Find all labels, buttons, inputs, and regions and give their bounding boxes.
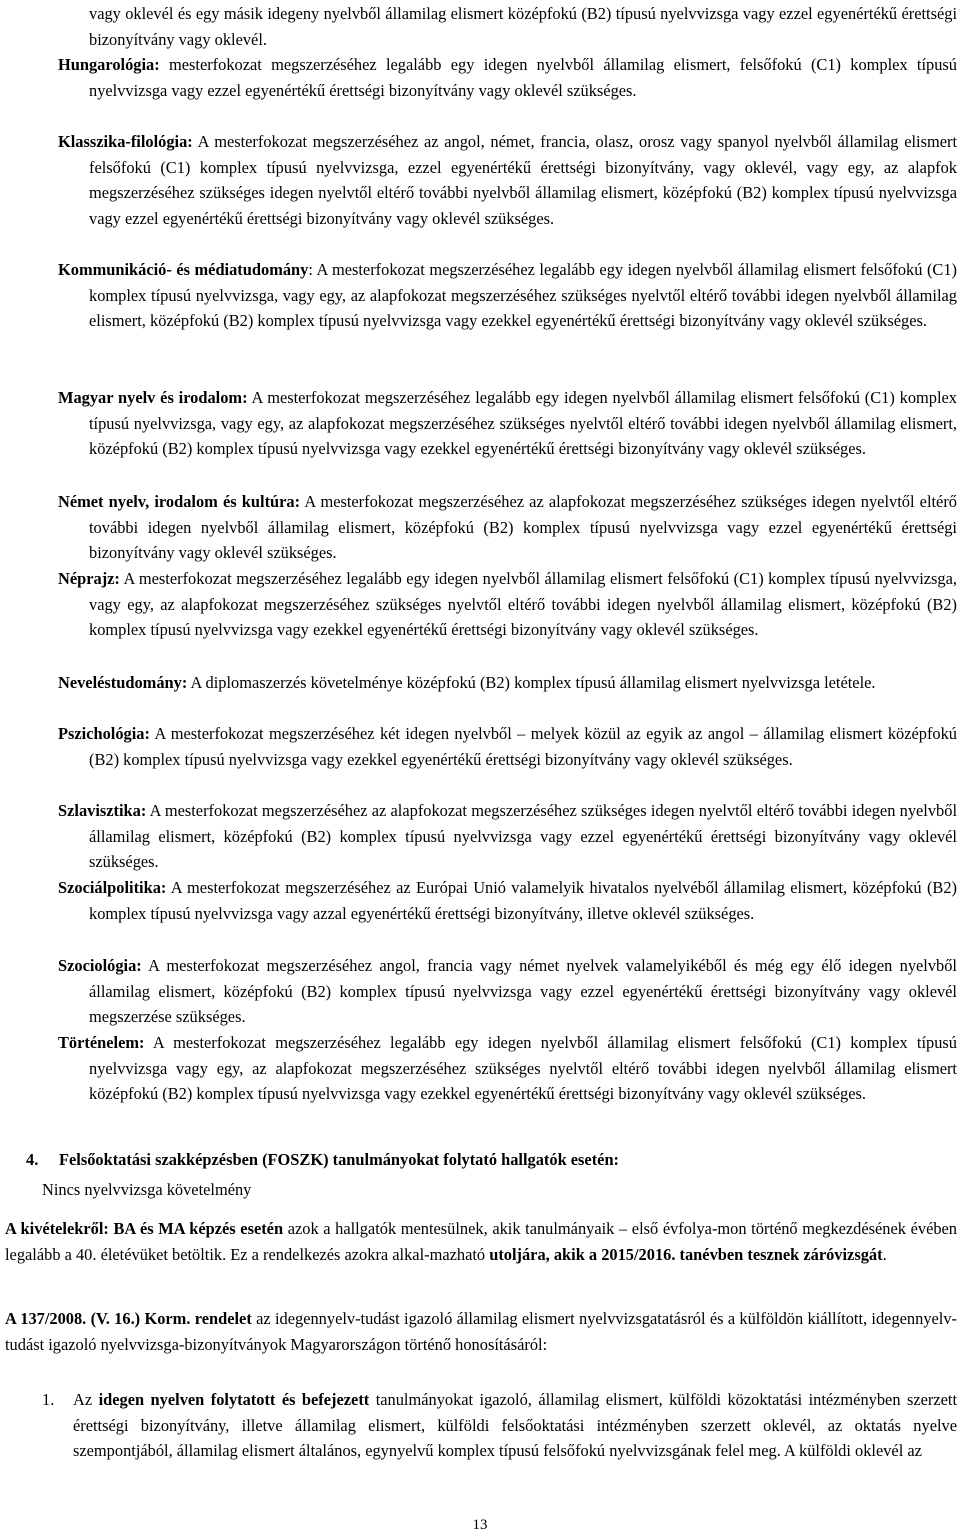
entry-text [58, 257, 957, 334]
entry-term: Klasszika-filológia: [58, 132, 193, 151]
entry-text [58, 1030, 957, 1107]
entry-term: Történelem: [58, 1033, 145, 1052]
entry-body: A mesterfokozat megszerzéséhez az angol, német, francia, olasz, orosz vagy spanyol nyelvből államilag elismert felsőfokú (C1) komplex típusú nyelvvizsga, ezzel egyenértékű érettségi bizonyítvány, vagy oklevél, vagy egy, az alapfok megszerzéséhez szükséges idegen nyelvtől eltérő további nyelvből államilag elismert, középfokú (B2) komplex típusú nyelvvizsga vagy ezzel egyenértékű érettségi bizonyítvány vagy oklevél szükséges. [89, 132, 957, 228]
entry-body: A diplomaszerzés követelménye középfokú (B2) komplex típusú államilag elismert nyelvvizsga letétele. [187, 673, 876, 692]
entry-tortenelem [58, 1030, 957, 1107]
entry-text [58, 52, 957, 103]
entry-body: A mesterfokozat megszerzéséhez az Európai Unió valamelyik hivatalos nyelvéből államilag elismert, középfokú (B2) komplex típusú nyelvvizsga vagy azzal egyenértékű érettségi bizonyítvány, illetve oklevél szükséges. [89, 878, 957, 923]
list-item-bold: idegen nyelven folytatott és befejezett [98, 1390, 370, 1409]
section-4-body: Nincs nyelvvizsga követelmény [42, 1180, 252, 1199]
entry-term: Német nyelv, irodalom és kultúra: [58, 492, 301, 511]
entry-text [58, 566, 957, 643]
entry-pszichologia [58, 721, 957, 772]
entry-body: A mesterfokozat megszerzéséhez legalább egy idegen nyelvből államilag elismert felsőfokú (C1) komplex típusú nyelvvizsga, vagy egy, az alapfokozat megszerzéséhez szükséges nyelvtől eltérő további idegen nyelvből államilag elismert, középfokú (B2) komplex típusú nyelvvizsga vagy ezekkel egyenértékű érettségi bizonyítvány vagy oklevél szükséges. [89, 388, 957, 459]
section-number: 4. [26, 1150, 39, 1169]
entry-neprajz [58, 566, 957, 643]
exemption-text: azok a hallgatók mentesülnek, akik tanulmányaik – első évfolya-mon történő megkezdésének évében legalább a 40. életévüket betöltik. Ez a rendelkezés azokra alkal-mazható [5, 1219, 958, 1264]
entry-body: : A mesterfokozat megszerzéséhez legalább egy idegen nyelvből államilag elismert felsőfokú (C1) komplex típusú nyelvvizsga, vagy egy, az alapfokozat megszerzéséhez szükséges nyelvtől eltérő további idegen nyelvből államilag elismert, középfokú (B2) komplex típusú nyelvvizsga vagy ezekkel egyenértékű érettségi bizonyítvány vagy oklevél szükséges. [89, 260, 957, 331]
entry-szocialpolitika [58, 875, 957, 926]
list-item-body [73, 1387, 957, 1464]
entry-text [58, 489, 957, 566]
entry-szlavisztika [58, 798, 957, 875]
entry-szociologia [58, 953, 957, 1030]
entry-term: Kommunikáció- és médiatudomány [58, 260, 309, 279]
entry-kommunikacio [58, 257, 957, 334]
list-item-number: 1. [42, 1390, 55, 1409]
entry-body: A mesterfokozat megszerzéséhez legalább egy idegen nyelvből államilag elismert felsőfokú (C1) komplex típusú nyelvvizsga vagy egy, az alapfokozat megszerzéséhez szükséges nyelvtől eltérő további idegen nyelvből államilag elismert középfokú (B2) komplex típusú nyelvvizsga vagy ezekkel egyenértékű érettségi bizonyítvány vagy oklevél szükséges. [89, 1033, 957, 1104]
exemption-end: . [882, 1244, 887, 1264]
entry-term: Néprajz: [58, 569, 120, 588]
intro-continuation: vagy oklevél és egy másik idegeny nyelvből államilag elismert középfokú (B2) típusú nyelvvizsga vagy ezzel egyenértékű érettségi bizonyítvány vagy oklevél. [89, 4, 957, 49]
entry-term: Szlavisztika: [58, 801, 147, 820]
list-item-text-end: tanulmányokat igazoló, államilag elismert, külföldi közoktatási intézményben szerzett érettségi bizonyítvány, illetve államilag elismert, külföldi felsőoktatási intézményben szerzett oklevél, az oktatás nyelve szempontjából, államilag elismert általános, egynyelvű komplex típusú felsőfokú nyelvvizsgának felel meg. A külföldi oklevél az [73, 1390, 958, 1461]
entry-magyar-nyelv [58, 385, 957, 462]
entry-klasszika-filologia [58, 129, 957, 231]
decree-text: az idegennyelv-tudást igazoló államilag elismert nyelvvizsgatatásról és a külföldön kiállított, idegennyelv-tudást igazoló nyelvvizsga-bizonyítványok Magyarországon történő honosításáról: [5, 1309, 957, 1354]
entry-term: Hungarológia: [58, 55, 160, 74]
entry-text [58, 721, 957, 772]
entry-term: Szociológia: [58, 956, 142, 975]
entry-body: A mesterfokozat megszerzéséhez két idegen nyelvből – melyek közül az egyik az angol – államilag elismert középfokú (B2) komplex típusú nyelvvizsga vagy ezekkel egyenértékű érettségi bizonyítvány vagy oklevél szükséges. [89, 724, 957, 769]
entry-body: mesterfokozat megszerzéséhez legalább egy idegen nyelvből államilag elismert, felsőfokú (C1) komplex típusú nyelvvizsga vagy ezzel egyenértékű érettségi bizonyítvány vagy oklevél szükséges. [89, 55, 957, 100]
entry-body: A mesterfokozat megszerzéséhez legalább egy idegen nyelvből államilag elismert felsőfokú (C1) komplex típusú nyelvvizsga, vagy egy, az alapfokozat megszerzéséhez szükséges nyelvtől eltérő további idegen nyelvből államilag elismert, középfokú (B2) komplex típusú nyelvvizsga vagy ezekkel egyenértékű érettségi bizonyítvány vagy oklevél szükséges. [89, 569, 957, 640]
exemption-deadline: utoljára, akik a 2015/2016. tanévben tesznek záróvizsgát [489, 1244, 883, 1264]
entry-term: Neveléstudomány: [58, 673, 188, 692]
entry-text [58, 953, 957, 1030]
page-number: 13 [472, 1517, 488, 1533]
list-item [42, 1387, 957, 1464]
entry-body: A mesterfokozat megszerzéséhez az alapfokozat megszerzéséhez szükséges idegen nyelvtől eltérő további idegen nyelvből államilag elismert, középfokú (B2) komplex típusú nyelvvizsga vagy ezzel egyenértékű érettségi bizonyítvány vagy oklevél szükséges. [89, 801, 957, 872]
entry-text [58, 385, 957, 462]
decree-paragraph [5, 1306, 957, 1357]
entry-body: A mesterfokozat megszerzéséhez angol, francia vagy német nyelvek valamelyikéből és még egy élő idegen nyelvből államilag elismert, középfokú (B2) komplex típusú nyelvvizsga vagy ezzel egyenértékű érettségi bizonyítvány vagy oklevél megszerzése szükséges. [89, 956, 957, 1027]
entry-term: Pszichológia: [58, 724, 150, 743]
entry-text [58, 129, 957, 231]
entry-nemet-nyelv [58, 489, 957, 566]
section-title: Felsőoktatási szakképzésben (FOSZK) tanulmányokat folytató hallgatók esetén: [59, 1150, 620, 1169]
entry-text [58, 875, 957, 926]
entry-term: Szociálpolitika: [58, 878, 167, 897]
entry-text [58, 798, 957, 875]
list-item-text-start: Az [73, 1390, 99, 1409]
entry-hungarologia [58, 52, 957, 103]
decree-title: A 137/2008. (V. 16.) Korm. rendelet [5, 1309, 252, 1328]
entry-text [58, 670, 957, 696]
entry-body: A mesterfokozat megszerzéséhez az alapfokozat megszerzéséhez szükséges idegen nyelvtől eltérő további idegen nyelvből államilag elismert, középfokú (B2) komplex típusú nyelvvizsga vagy ezzel egyenértékű érettségi bizonyítvány vagy oklevél szükséges. [89, 492, 957, 563]
entry-term: Magyar nyelv és irodalom: [58, 388, 248, 407]
exemption-lead: A kivételekről: BA és MA képzés esetén [5, 1219, 284, 1238]
entry-nevelestudomany [58, 670, 957, 696]
exemption-paragraph [5, 1216, 957, 1267]
section-4-heading [26, 1147, 957, 1173]
